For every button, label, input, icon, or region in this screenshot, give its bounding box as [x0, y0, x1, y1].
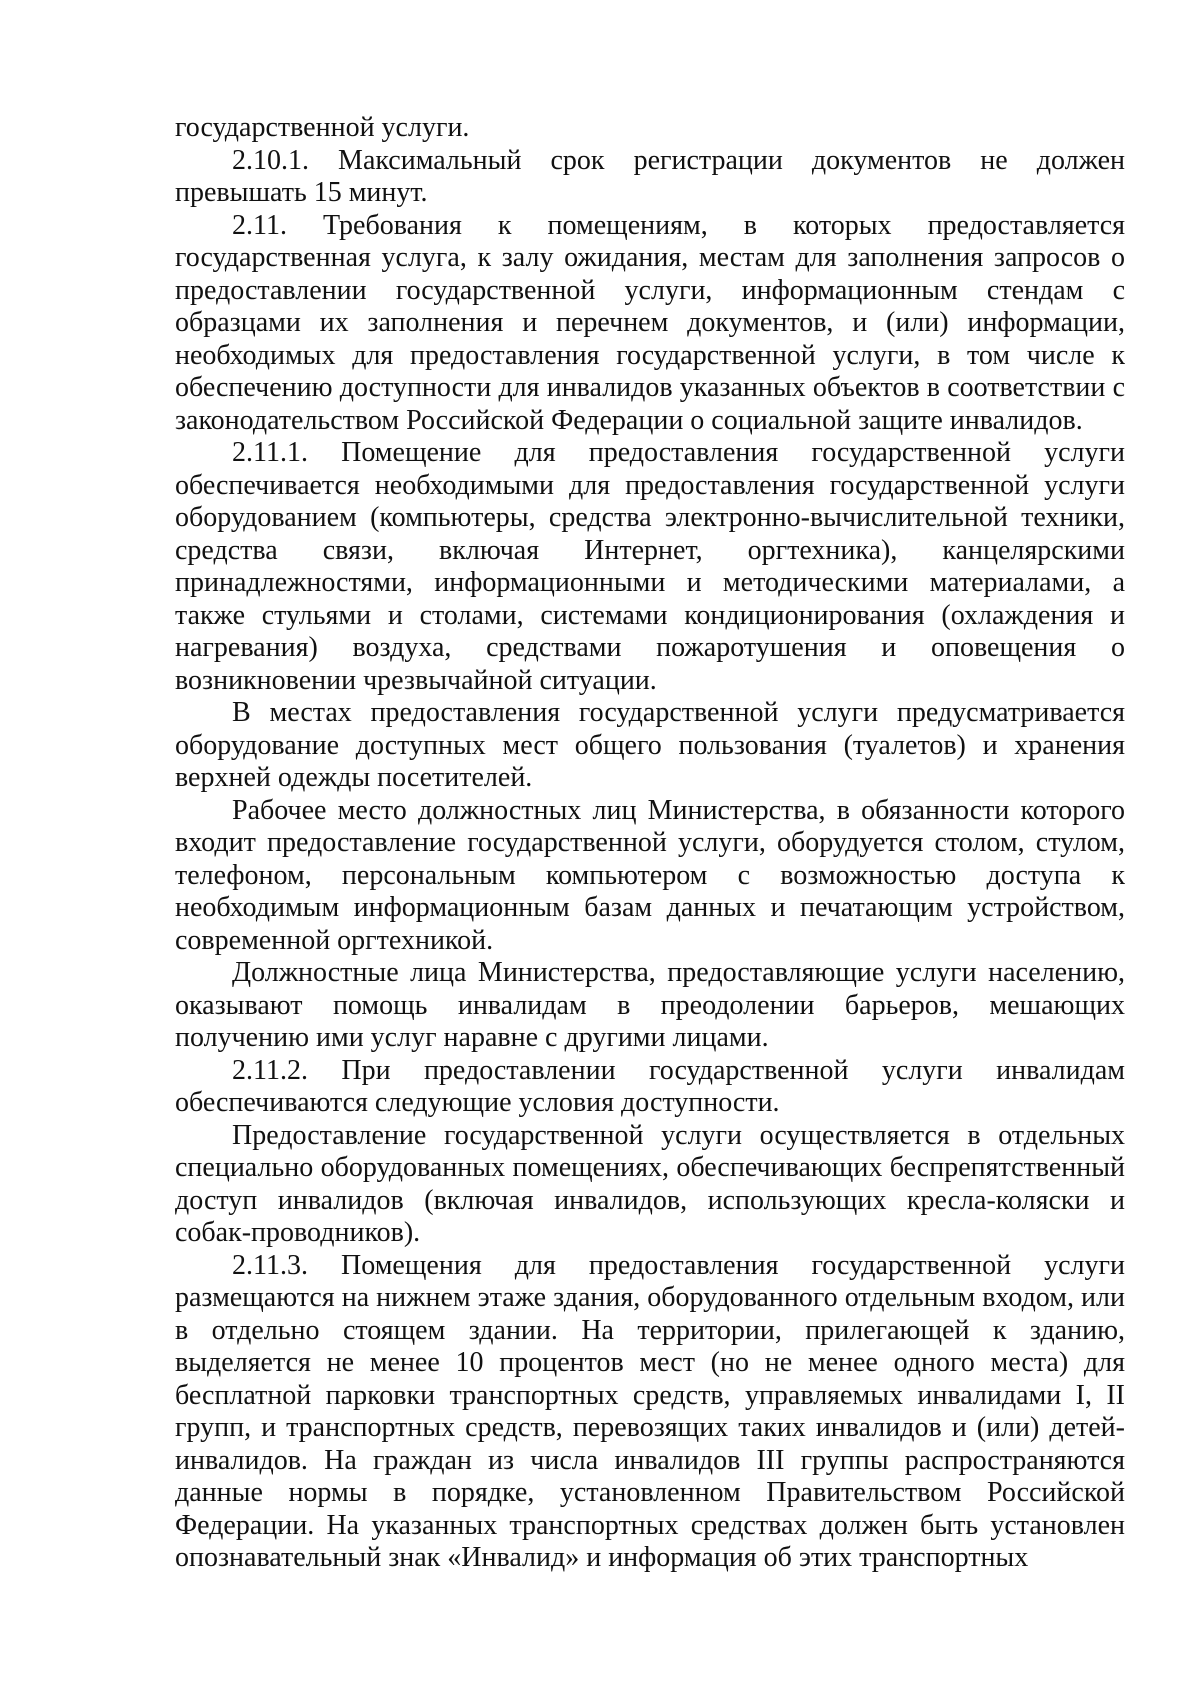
paragraph-officials-assistance: Должностные лица Министерства, предоставляющие услуги населению, оказывают помощь инвалидам в преодолении барьеров, мешающих получению ими услуг наравне с другими лицами. [175, 957, 1125, 1053]
paragraph-2-11: 2.11. Требования к помещениям, в которых предоставляется государственная услуга, к залу ожидания, местам для заполнения запросов о предоставлении государственной услуги, информационным стендам с образцами их заполнения и перечнем документов, и (или) информации, необходимых для предоставления государственной услуги, в том числе к обеспечению доступности для инвалидов указанных объектов в соответствии с законодательством Российской Федерации о социальной защите инвалидов. [175, 209, 1125, 436]
paragraph-special-premises: Предоставление государственной услуги осуществляется в отдельных специально оборудованных помещениях, обеспечивающих беспрепятственный доступ инвалидов (включая инвалидов, использующих кресла-коляски и собак-проводников). [175, 1119, 1125, 1248]
paragraph-2-11-1: 2.11.1. Помещение для предоставления государственной услуги обеспечивается необходимыми для предоставления государственной услуги оборудованием (компьютеры, средства электронно-вычислительной техники, средства связи, включая Интернет, оргтехника), канцелярскими принадлежностями, информационными и методическими материалами, а также стульями и столами, системами кондиционирования (охлаждения и нагревания) воздуха, средствами пожаротушения и оповещения о возникновении чрезвычайной ситуации. [175, 437, 1125, 696]
paragraph-continuation: государственной услуги. [175, 112, 470, 143]
document-body [175, 112, 1125, 1575]
paragraph-public-facilities: В местах предоставления государственной услуги предусматривается оборудование доступных мест общего пользования (туалетов) и хранения верхней одежды посетителей. [175, 697, 1125, 793]
paragraph-workplace: Рабочее место должностных лиц Министерства, в обязанности которого входит предоставление государственной услуги, оборудуется столом, стулом, телефоном, персональным компьютером с возможностью доступа к необходимым информационным базам данных и печатающим устройством, современной оргтехникой. [175, 794, 1125, 956]
paragraph-2-11-3: 2.11.3. Помещения для предоставления государственной услуги размещаются на нижнем этаже здания, оборудованного отдельным входом, или в отдельно стоящем здании. На территории, прилегающей к зданию, выделяется не менее 10 процентов мест (но не менее одного места) для бесплатной парковки транспортных средств, управляемых инвалидами I, II групп, и транспортных средств, перевозящих таких инвалидов и (или) детей-инвалидов. На граждан из числа инвалидов III группы распространяются данные нормы в порядке, установленном Правительством Российской Федерации. На указанных транспортных средствах должен быть установлен опознавательный знак «Инвалид» и информация об этих транспортных [175, 1249, 1125, 1573]
paragraph-2-10-1: 2.10.1. Максимальный срок регистрации документов не должен превышать 15 минут. [175, 144, 1125, 208]
paragraph-2-11-2: 2.11.2. При предоставлении государственной услуги инвалидам обеспечиваются следующие условия доступности. [175, 1054, 1125, 1118]
